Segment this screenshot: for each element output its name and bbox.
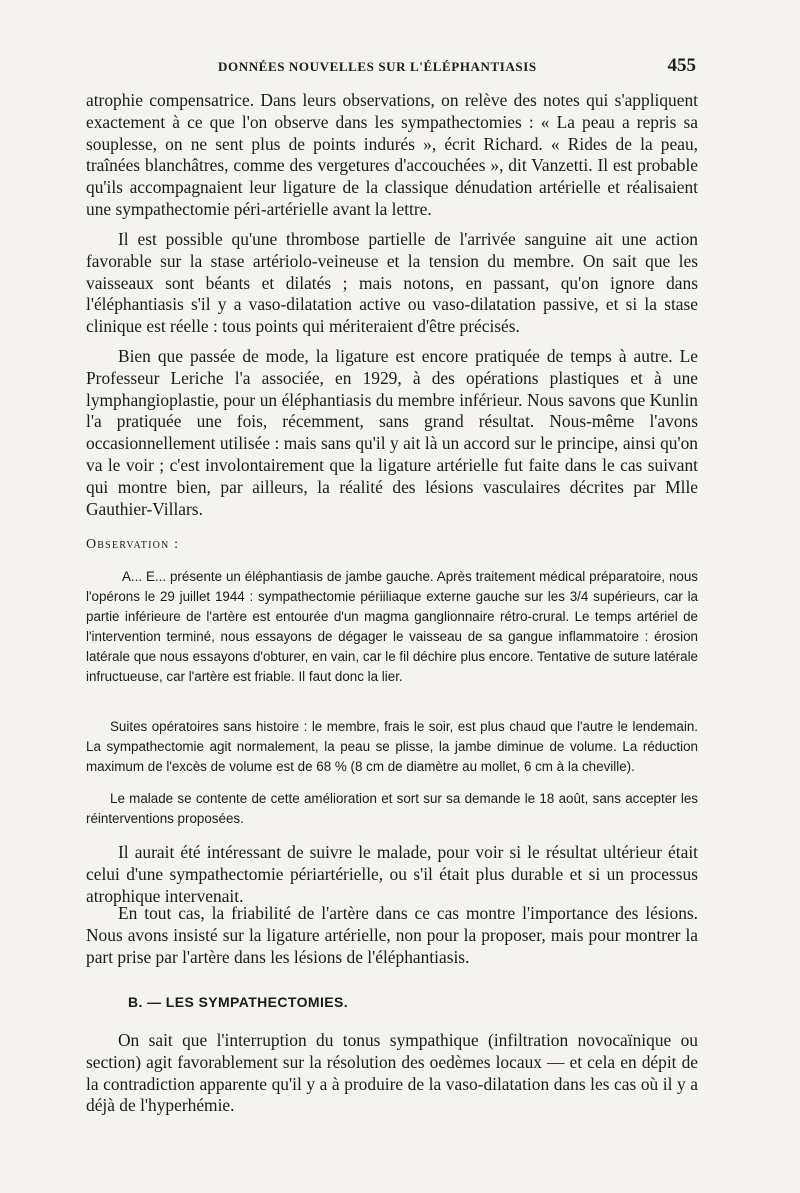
paragraph-text: Il est possible qu'une thrombose partielle de l'arrivée sanguine ait une action favorable sur la stase artériolo-veineuse et la tension du membre. On sait que les vaisseaux sont béants et dilatés ; mais notons, en passant, qu'on ignore dans l'éléphantiasis s'il y a vaso-dilatation active ou vaso-dilatation passive, et si la stase clinique est réelle : tous points qui mériteraient d'être précisés.	[86, 229, 698, 337]
observation-text: A... E... présente un éléphantiasis de jambe gauche. Après traitement médical préparatoire, nous l'opérons le 29 juillet 1944 : sympathectomie périiliaque externe gauche sur les 3/4 supérieurs, car la partie inférieure de l'artère est entourée d'un magma ganglionnaire rétro-crural. Le temps artériel de l'intervention terminé, nous essayons de dégager le vaisseau de sa gangue inflammatoire : érosion latérale que nous essayons d'obturer, en vain, car le fil déchire plus encore. Tentative de suture latérale infructueuse, car l'artère est friable. Il faut donc la lier.	[86, 569, 698, 684]
paragraph-atrophie	[86, 90, 698, 221]
observation-text: Le malade se contente de cette amélioration et sort sur sa demande le 18 août, sans accepter les réinterventions proposées.	[86, 791, 698, 826]
paragraph-text: Il aurait été intéressant de suivre le malade, pour voir si le résultat ultérieur était celui d'une sympathectomie périartérielle, ou s'il était plus durable et si un processus atrophique intervenait.	[86, 842, 698, 906]
page-header	[86, 56, 698, 80]
page-number: 455	[667, 55, 696, 76]
observation-paragraph-3	[86, 789, 698, 829]
paragraph-friabilite	[86, 903, 698, 968]
observation-text: Suites opératoires sans histoire : le membre, frais le soir, est plus chaud que l'autre le lendemain. La sympathectomie agit normalement, la peau se plisse, la jambe diminue de volume. La réduction maximum de l'excès de volume est de 68 % (8 cm de diamètre au mollet, 6 cm à la cheville).	[86, 719, 698, 774]
paragraph-interruption	[86, 1030, 698, 1117]
observation-paragraph-1	[86, 567, 698, 686]
paragraph-malade	[86, 842, 698, 907]
paragraph-text: atrophie compensatrice. Dans leurs observations, on relève des notes qui s'appliquent exactement à ce que l'on observe dans les sympathectomies : « La peau a repris sa souplesse, on ne sent plus de points indurés », écrit Richard. « Rides de la peau, traînées blanchâtres, comme des vergetures d'accouchées », dit Vanzetti. Il est probable qu'ils accompagnaient leur ligature de la classique dénudation artérielle et réalisaient une sympathectomie péri-artérielle avant la lettre.	[86, 90, 698, 219]
observation-paragraph-2	[86, 717, 698, 777]
running-title: DONNÉES NOUVELLES SUR L'ÉLÉPHANTIASIS	[218, 59, 537, 74]
paragraph-text: On sait que l'interruption du tonus sympathique (infiltration novocaïnique ou section) agit favorablement sur la résolution des oedèmes locaux — et cela en dépit de la contradiction apparente qu'il y a à produire de la vaso-dilatation dans les cas où il y a déjà de l'hyperhémie.	[86, 1030, 698, 1116]
paragraph-ligature	[86, 346, 698, 520]
observation-heading: Observation :	[86, 537, 180, 552]
section-heading: B. — LES SYMPATHECTOMIES.	[128, 994, 349, 1010]
paragraph-text: En tout cas, la friabilité de l'artère dans ce cas montre l'importance des lésions. Nous avons insisté sur la ligature artérielle, non pour la proposer, mais pour montrer la part prise par l'artère dans les lésions de l'éléphantiasis.	[86, 903, 698, 967]
paragraph-text: Bien que passée de mode, la ligature est encore pratiquée de temps à autre. Le Professeur Leriche l'a associée, en 1929, à des opérations plastiques et à une lymphangioplastie, pour un éléphantiasis du membre inférieur. Nous savons que Kunlin l'a pratiquée une fois, récemment, sans grand résultat. Nous-même l'avons occasionnellement utilisée : mais sans qu'il y ait là un accord sur le principe, ainsi qu'on va le voir ; c'est involontairement que la ligature artérielle fut faite dans le cas suivant qui montre bien, par ailleurs, la réalité des lésions vasculaires décrites par Mlle Gauthier-Villars.	[86, 346, 698, 519]
paragraph-thrombose	[86, 229, 698, 338]
